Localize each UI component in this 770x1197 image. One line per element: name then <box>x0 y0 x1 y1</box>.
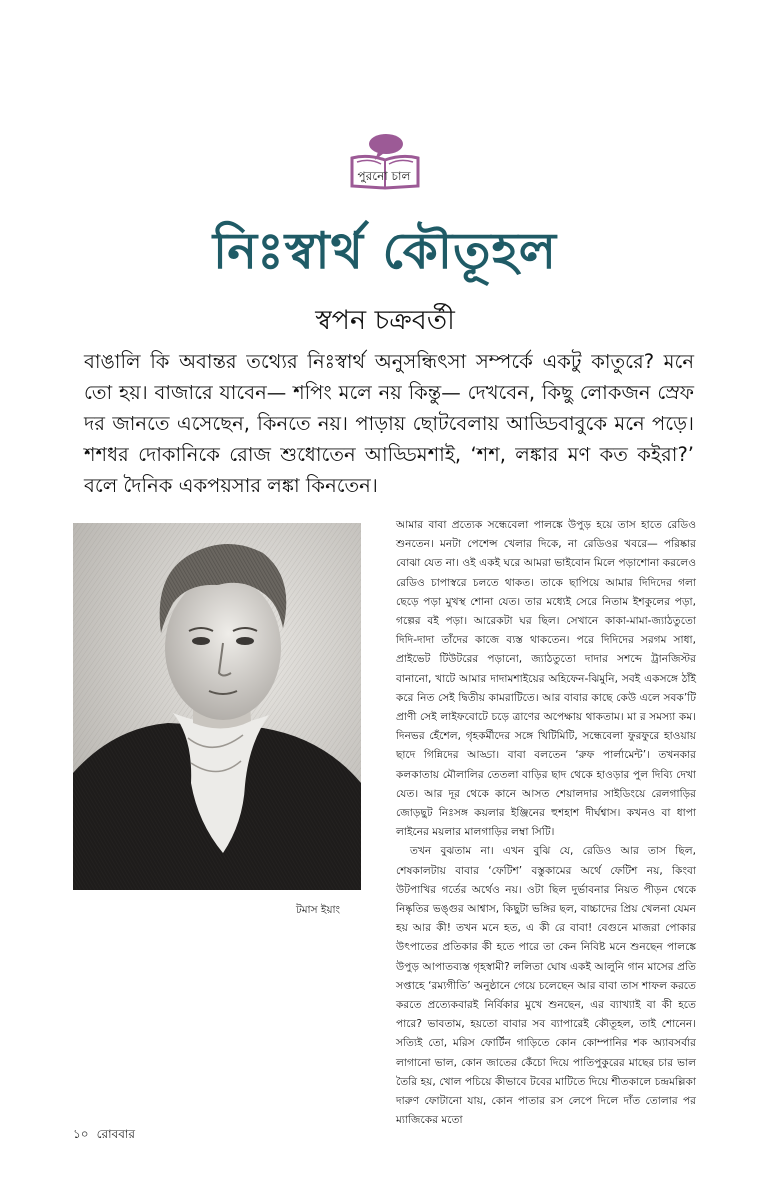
article-author: স্বপন চক্রবর্তী <box>315 305 455 336</box>
portrait-engraving <box>73 523 361 890</box>
article-title: নিঃস্বার্থ কৌতূহল <box>212 221 558 280</box>
magazine-name: রোববার <box>96 1127 135 1141</box>
intro-paragraph: বাঙালি কি অবান্তর তথ্যের নিঃস্বার্থ অনুসন্ধিৎসা সম্পর্কে একটু কাতুরে? মনে তো হয়। বাজারে যাবেন— শপিং মলে নয় কিন্তু— দেখবেন, কিছু লোকজন স্রেফ দর জানতে এসেছেন, কিনতে নয়। পাড়ায় ছোটবেলায় আড্ডিবাবুকে মনে পড়ে। শশধর দোকানিকে রোজ শুধোতেন আড্ডিমশাই, ‘শশ, লঙ্কার মণ কত কইরা?’ বলে দৈনিক একপয়সার লঙ্কা কিনতেন। <box>84 350 694 497</box>
page-footer <box>73 1126 135 1146</box>
section-badge: পুরনো চাল <box>357 169 411 183</box>
body-paragraph: তখন বুঝতাম না। এখন বুঝি যে, রেডিও আর তাস ছিল, শেষকালটায় বাবার ‘ফেটিশ’ বস্তুকামের অর্থে ফেটিশ নয়, কিংবা উটপাখির গর্তের অর্থেও নয়। ওটা ছিল দুর্ভাবনার নিয়ত পীড়ন থেকে নিষ্কৃতির ভঙ্গুর আশ্বাস, কিছুটা ভঙ্গির ছল, বাচ্চাদের প্রিয় খেলনা যেমন হয় আর কী! তখন মনে হত, এ কী রে বাবা! বেগুনে মাজরা পোকার উৎপাতের প্রতিকার কী হতে পারে তা কেন নিবিষ্ট মনে শুনছেন পালঙ্কে উপুড় আপাতব্যস্ত গৃহস্বামী? ললিতা ঘোষ একই আলুনি গান মাসের প্রতি সপ্তাহে ‘রম্যগীতি’ অনুষ্ঠানে গেয়ে চলেছেন আর বাবা তাস শাফল করতে করতে প্রত্যেকবারই নির্বিকার মুখে শুনছেন, এর ব্যাখ্যাই বা কী হতে পারে? ভাবতাম, হয়তো বাবার সব ব্যাপারেই কৌতূহল, তাই শোনেন। সত্যিই তো, মরিস ফোর্টিন গাড়িতে কোন কোম্পানির শক অ্যাবসর্বার লাগানো ভাল, কোন জাতের কেঁচো দিয়ে পাতিপুকুরের মাছের চার ভাল তৈরি হয়, খোল পচিয়ে কীভাবে টবের মাটিতে দিয়ে শীতকালে চন্দ্রমল্লিকা দারুণ ফোটানো যায়, কোন পাতার রস লেপে দিলে দাঁত তোলার পর ম্যাজিকের মতো <box>396 845 696 1127</box>
body-paragraph: আমার বাবা প্রত্যেক সন্ধেবেলা পালঙ্কে উপুড় হয়ে তাস হাতে রেডিও শুনতেন। মনটা পেশেন্স খেলার দিকে, না রেডিওর খবরে— পরিষ্কার বোঝা যেত না। ওই একই ঘরে আমরা ভাইবোন মিলে পড়াশোনা করলেও রেডিও চাপাস্বরে চলতে থাকত। তাকে ছাপিয়ে আমার দিদিদের গলা ছেড়ে পড়া মুখস্থ শোনা যেত। তার মধ্যেই সেরে নিতাম ইশকুলের পড়া, গল্পের বই পড়া। আরেকটা ঘর ছিল। সেখানে কাকা-মামা-জ্যাঠতুতো দিদি-দাদা তাঁদের কাজে ব্যস্ত থাকতেন। পরে দিদিদের সরগম সাধা, প্রাইভেট টিউটরের পড়ানো, জ্যাঠতুতো দাদার সশব্দে ট্রানজিস্টর বানানো, খাটে আমার দাদামশাইয়ের অহিফেন-ঝিমুনি, সবই একসঙ্গে ঠাঁই করে নিত সেই দ্বিতীয় কামরাটিতে। আর বাবার কাছে কেউ এলে সবক’টি প্রাণী সেই লাইফবোটে চড়ে ত্রাণের অপেক্ষায় থাকতাম। মা র সমস্যা কম। দিনভর হেঁশেল, গৃহকর্মীদের সঙ্গে খিটিমিটি, সন্ধেবেলা ফুরফুরে হাওয়ায় ছাদে গিন্নিদের আড্ডা। বাবা বলতেন ‘রুফ পার্লামেন্ট’। তখনকার কলকাতায় মৌলালির তেতলা বাড়ির ছাদ থেকে হাওড়ার পুল দিব্যি দেখা যেত। আর দূর থেকে কানে আসত শেয়ালদার সাইডিংয়ে রেলগাড়ির জোড়ছুট নিঃসঙ্গ কয়লার ইঞ্জিনের হুশহাশ দীর্ঘশ্বাস। কখনও বা ধাপা লাইনের ময়লার মালগাড়ির লম্বা সিটি। <box>396 519 696 839</box>
portrait-caption: টমাস ইয়াং <box>296 904 341 916</box>
portrait-image <box>73 523 361 890</box>
article-body <box>396 516 696 1131</box>
page-number: ১০ <box>73 1127 89 1141</box>
